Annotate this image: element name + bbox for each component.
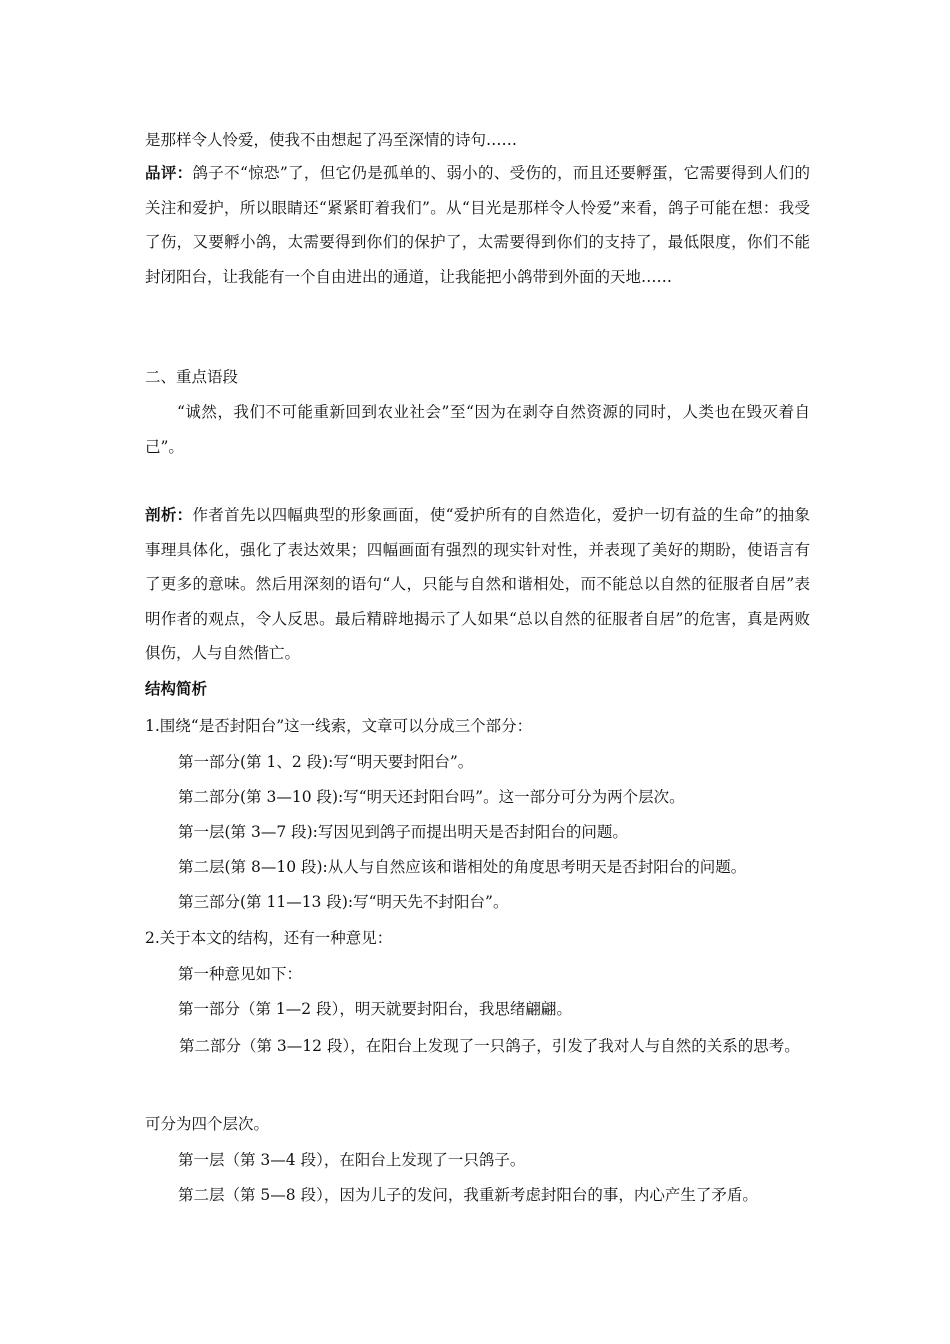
structure-item-2: 2.关于本文的结构，还有一种意见： [145,929,393,947]
structure-heading: 结构简析 [145,680,208,698]
structure-item-1-line: 第一层(第 3—7 段):写因见到鸽子而提出明天是否封阳台的问题。 [178,823,628,841]
paragraph-pingping [145,156,810,294]
structure-item-1: 1.围绕“是否封阳台”这一线索，文章可以分成三个部分： [145,717,533,735]
structure-item-2-intro: 第一种意见如下： [178,965,303,983]
poxi-text: 作者首先以四幅典型的形象画面，使“爱护所有的自然造化，爱护一切有益的生命”的抽象事理具体化，强化了表达效果；四幅画面有强烈的现实针对性，并表现了美好的期盼，使语言有了更多的意味。然后用深刻的语句“人，只能与自然和谐相处，而不能总以自然的征服者自居”表明作者的观点，令人反思。最后精辟地揭示了人如果“总以自然的征服者自居”的危害，真是两败俱伤，人与自然偕亡。 [145,506,810,662]
structure-item-2-level1: 第一层（第 3—4 段），在阳台上发现了一只鸽子。 [178,1151,526,1169]
pingping-text: 鸽子不“惊恐”了，但它仍是孤单的、弱小的、受伤的，而且还要孵蛋，它需要得到人们的关注和爱护，所以眼睛还“紧紧盯着我们”。从“目光是那样令人怜爱”来看，鸽子可能在想：我受了伤，又要孵小鸽，太需要得到你们的保护了，太需要得到你们的支持了，最低限度，你们不能封闭阳台，让我能有一个自由进出的通道，让我能把小鸽带到外面的天地…… [145,164,810,286]
structure-item-2-levels: 可分为四个层次。 [145,1115,270,1133]
paragraph-poem-intro: 是那样令人怜爱，使我不由想起了冯至深情的诗句…… [145,131,518,149]
structure-item-2-part2: 第二部分（第 3—12 段），在阳台上发现了一只鸽子，引发了我对人与自然的关系的思考。 [179,1037,800,1055]
structure-item-1-line: 第一部分(第 1、2 段):写“明天要封阳台”。 [178,753,474,771]
structure-item-1-line: 第三部分(第 11—13 段):写“明天先不封阳台”。 [178,893,509,911]
paragraph-key-passage: “诚然，我们不可能重新回到农业社会”至“因为在剥夺自然资源的同时，人类也在毁灭着自己”。 [145,403,810,456]
pingping-label: 品评： [145,164,193,182]
poxi-label: 剖析： [145,506,193,524]
structure-item-2-part1: 第一部分（第 1—2 段），明天就要封阳台，我思绪翩翩。 [178,1000,572,1018]
paragraph-poxi [145,498,810,671]
structure-item-2-level2: 第二层（第 5—8 段），因为儿子的发问，我重新考虑封阳台的事，内心产生了矛盾。 [178,1186,758,1204]
structure-item-1-line: 第二部分(第 3—10 段):写“明天还封阳台吗”。这一部分可分为两个层次。 [178,788,685,806]
section-heading-key-passages: 二、重点语段 [145,368,239,386]
structure-item-1-line: 第二层(第 8—10 段):从人与自然应该和谐相处的角度思考明天是否封阳台的问题。 [178,858,747,876]
